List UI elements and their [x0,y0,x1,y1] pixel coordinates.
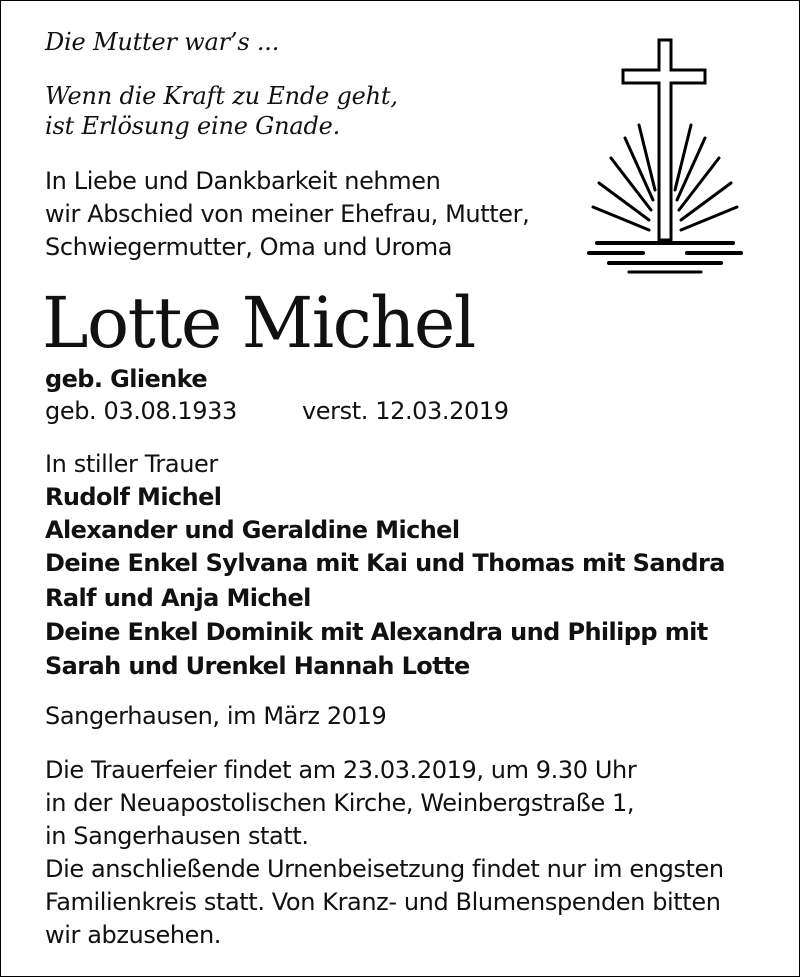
mourner-line: Deine Enkel Dominik mit Alexandra und Philipp mit [45,618,708,646]
place-date: Sangerhausen, im März 2019 [45,702,387,730]
funeral-line-4: Die anschließende Urnenbeisetzung findet nur im engsten [45,855,724,883]
birth-date: geb. 03.08.1933 [45,397,237,425]
funeral-line-5: Familienkreis statt. Von Kranz- und Blumenspenden bitten [45,888,721,916]
death-date: verst. 12.03.2019 [302,397,509,425]
quote-line-3: ist Erlösung eine Gnade. [45,112,341,140]
funeral-line-3: in Sangerhausen statt. [45,822,309,850]
mourner-line: Deine Enkel Sylvana mit Kai und Thomas mit Sandra [45,549,725,577]
mourner-line: Ralf und Anja Michel [45,584,311,612]
deceased-name: Lotte Michel [42,282,475,364]
funeral-line-6: wir abzusehen. [45,921,222,949]
mourner-line: Rudolf Michel [45,483,222,511]
quote-line-2: Wenn die Kraft zu Ende geht, [45,82,398,110]
intro-line-2: wir Abschied von meiner Ehefrau, Mutter, [45,200,530,228]
mourners-heading: In stiller Trauer [45,450,218,478]
quote-line-1: Die Mutter war’s ... [45,28,280,56]
mourner-line: Sarah und Urenkel Hannah Lotte [45,652,470,680]
mourner-line: Alexander und Geraldine Michel [45,516,460,544]
cross-sunrise-icon [575,35,755,280]
funeral-line-2: in der Neuapostolischen Kirche, Weinbergstraße 1, [45,789,635,817]
maiden-name: geb. Glienke [45,365,208,393]
intro-line-1: In Liebe und Dankbarkeit nehmen [45,167,441,195]
funeral-line-1: Die Trauerfeier findet am 23.03.2019, um 9.30 Uhr [45,756,637,784]
intro-line-3: Schwiegermutter, Oma und Uroma [45,233,453,261]
